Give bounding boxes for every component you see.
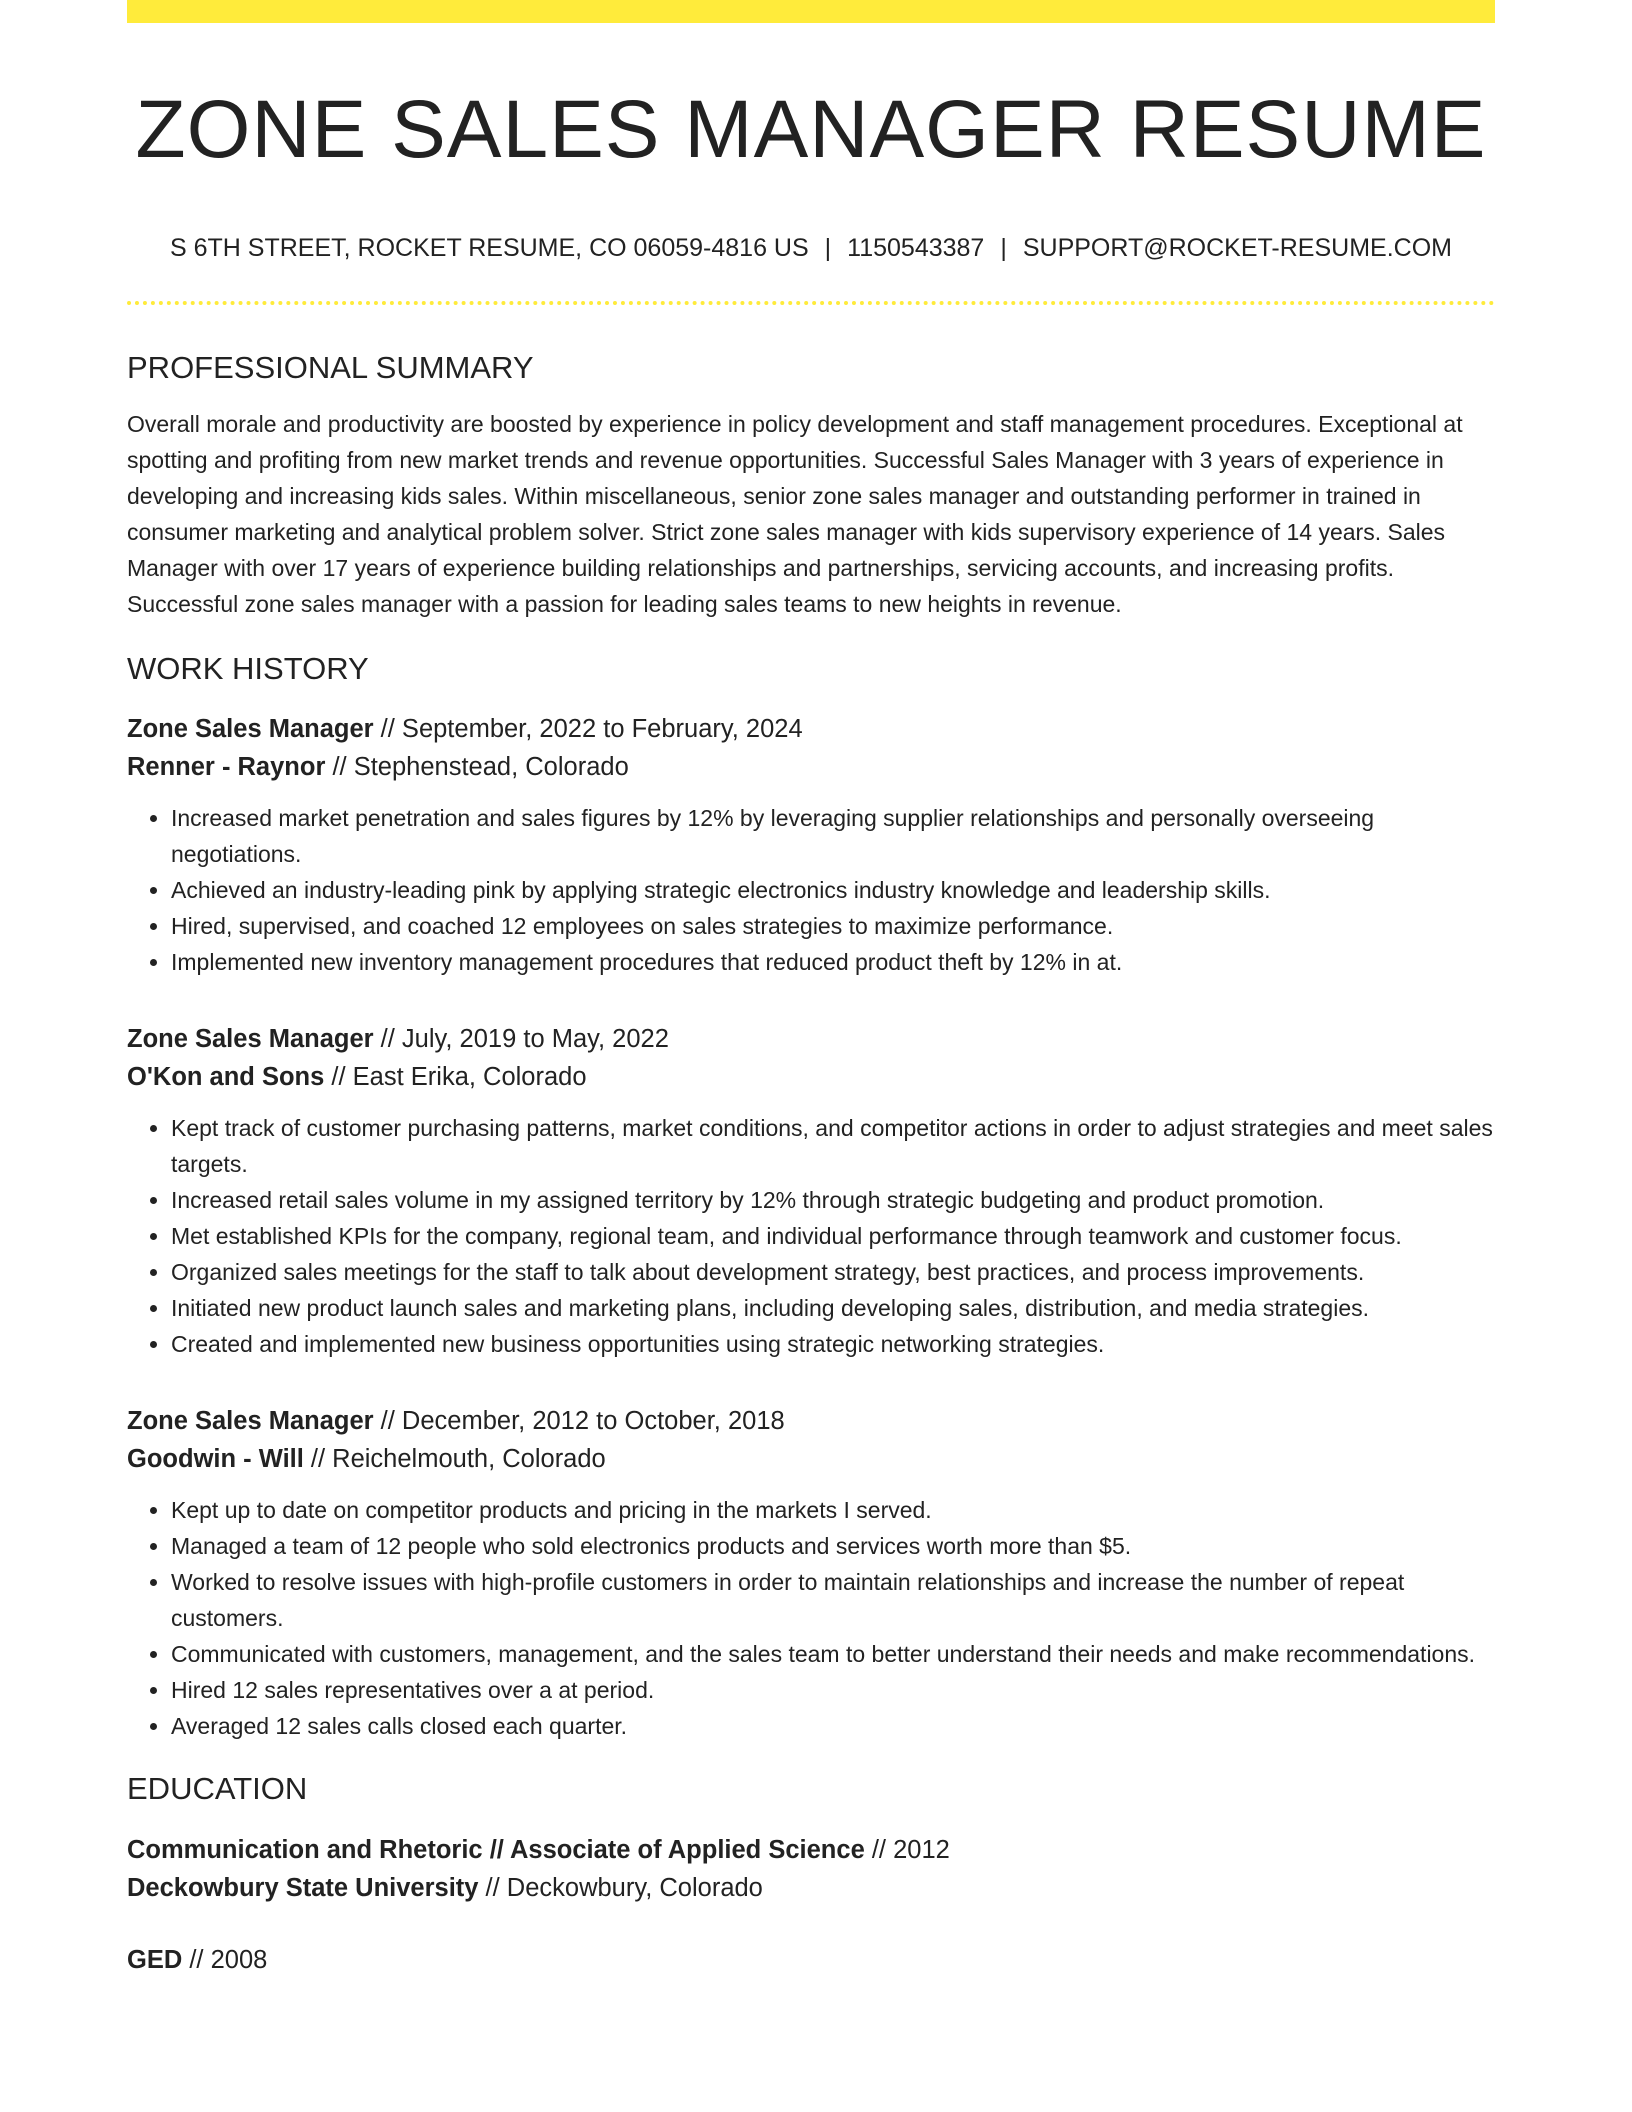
job-title-line [127, 1402, 1495, 1440]
job-bullet: • Increased market penetration and sales figures by 12% by leveraging supplier relationships and personally overseeing negotiations. [171, 800, 1495, 872]
job-company: Goodwin - Will [127, 1444, 304, 1473]
job-bullet: • Communicated with customers, management, and the sales team to better understand their needs and make recommendations. [171, 1636, 1495, 1672]
education-degree: Communication and Rhetoric // Associate of Applied Science [127, 1835, 865, 1864]
contact-email: SUPPORT@ROCKET-RESUME.COM [1022, 234, 1452, 263]
education-entry [127, 1831, 1495, 1907]
job-bullet: • Kept track of customer purchasing patterns, market conditions, and competitor actions in order to adjust strategies and meet sales targets. [171, 1110, 1495, 1182]
education-degree-line [127, 1831, 1495, 1869]
job-bullets [127, 800, 1495, 980]
contact-separator: | [824, 234, 832, 263]
education-school-line [127, 1869, 1495, 1907]
dotted-divider [127, 301, 1495, 305]
summary-text: Overall morale and productivity are boosted by experience in policy development and staff management procedures. Exceptional at spotting and profiting from new market trends and revenue opportunities. Successful Sales Manager with 3 years of experience in developing and increasing kids sales. Within miscellaneous, senior zone sales manager and outstanding performer in trained in consumer marketing and analytical problem solver. Strict zone sales manager with kids supervisory experience of 14 years. Sales Manager with over 17 years of experience building relationships and partnerships, servicing accounts, and increasing profits. Successful zone sales manager with a passion for leading sales teams to new heights in revenue. [127, 411, 1463, 618]
education-degree: GED [127, 1945, 183, 1974]
job-location: // Stephenstead, Colorado [325, 752, 629, 781]
job-bullet: • Hired 12 sales representatives over a at period. [171, 1672, 1495, 1708]
job-title: Zone Sales Manager [127, 1024, 374, 1053]
education-year: // 2012 [864, 1835, 950, 1864]
job-dates: // December, 2012 to October, 2018 [373, 1406, 785, 1435]
resume-title: ZONE SALES MANAGER RESUME [135, 84, 1487, 175]
education-entry [127, 1941, 1495, 1979]
job-location: // East Erika, Colorado [324, 1062, 587, 1091]
job-title: Zone Sales Manager [127, 714, 374, 743]
education-heading: EDUCATION [127, 1770, 308, 1806]
resume-content [127, 23, 1495, 1979]
job-bullet: • Created and implemented new business opportunities using strategic networking strategies. [171, 1326, 1495, 1362]
job-location: // Reichelmouth, Colorado [303, 1444, 606, 1473]
contact-line [127, 233, 1495, 263]
job-company: O'Kon and Sons [127, 1062, 325, 1091]
job-company-line [127, 748, 1495, 786]
job-bullet: • Initiated new product launch sales and marketing plans, including developing sales, distribution, and media strategies. [171, 1290, 1495, 1326]
job-entry [127, 710, 1495, 980]
job-bullets [127, 1492, 1495, 1744]
job-bullet: • Managed a team of 12 people who sold electronics products and services worth more than $5. [171, 1528, 1495, 1564]
job-company-line [127, 1058, 1495, 1096]
work-history-heading: WORK HISTORY [127, 651, 369, 687]
contact-phone: 1150543387 [847, 234, 985, 263]
job-entry [127, 1402, 1495, 1744]
summary-heading: PROFESSIONAL SUMMARY [127, 350, 534, 386]
job-bullet: • Organized sales meetings for the staff to talk about development strategy, best practices, and process improvements. [171, 1254, 1495, 1290]
job-title: Zone Sales Manager [127, 1406, 374, 1435]
job-dates: // July, 2019 to May, 2022 [373, 1024, 669, 1053]
job-bullet: • Met established KPIs for the company, regional team, and individual performance through teamwork and customer focus. [171, 1218, 1495, 1254]
education-location: // Deckowbury, Colorado [478, 1873, 763, 1902]
accent-top-bar [127, 0, 1495, 23]
job-bullet: • Hired, supervised, and coached 12 employees on sales strategies to maximize performance. [171, 908, 1495, 944]
job-title-line [127, 710, 1495, 748]
education-year: // 2008 [182, 1945, 268, 1974]
job-company: Renner - Raynor [127, 752, 326, 781]
job-bullet: • Increased retail sales volume in my assigned territory by 12% through strategic budgeting and product promotion. [171, 1182, 1495, 1218]
job-entry [127, 1020, 1495, 1362]
job-bullets [127, 1110, 1495, 1362]
job-dates: // September, 2022 to February, 2024 [373, 714, 803, 743]
education-school: Deckowbury State University [127, 1873, 479, 1902]
job-bullet: • Kept up to date on competitor products and pricing in the markets I served. [171, 1492, 1495, 1528]
job-bullet: • Averaged 12 sales calls closed each quarter. [171, 1708, 1495, 1744]
job-title-line [127, 1020, 1495, 1058]
education-degree-line [127, 1941, 1495, 1979]
job-bullet: • Worked to resolve issues with high-profile customers in order to maintain relationships and increase the number of repeat customers. [171, 1564, 1495, 1636]
job-company-line [127, 1440, 1495, 1478]
contact-separator: | [1000, 234, 1007, 263]
job-bullet: • Implemented new inventory management procedures that reduced product theft by 12% in at. [171, 944, 1495, 980]
contact-address: S 6TH STREET, ROCKET RESUME, CO 06059-4816 US [170, 234, 809, 263]
job-bullet: • Achieved an industry-leading pink by applying strategic electronics industry knowledge and leadership skills. [171, 872, 1495, 908]
